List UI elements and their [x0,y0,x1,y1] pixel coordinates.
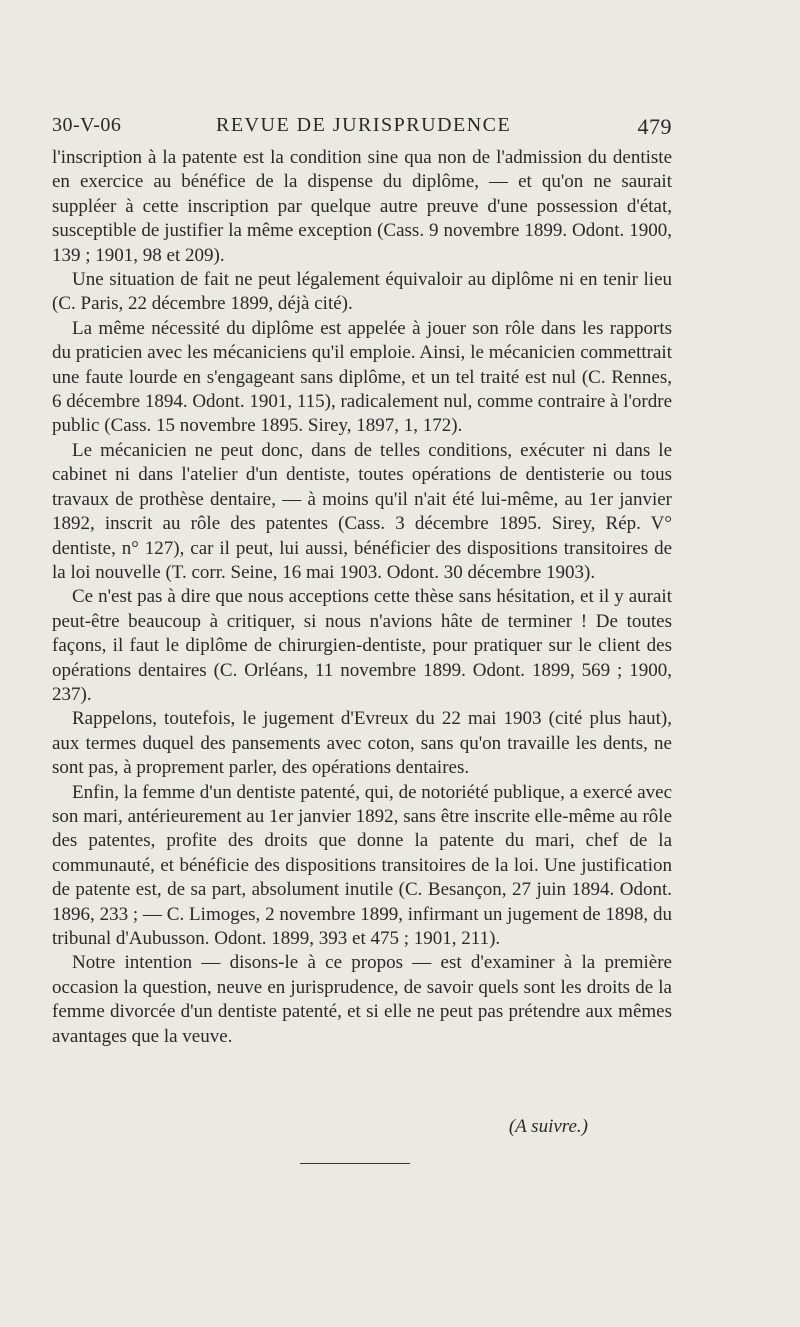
header-title: REVUE DE JURISPRUDENCE [216,114,512,136]
paragraph-3: La même nécessité du diplôme est appelée à jouer son rôle dans les rapports du praticien avec les mécaniciens qu'il emploie. Ainsi, le mécanicien commettrait une faute lourde en s'engageant sans diplôme, et un tel traité est nul (C. Rennes, 6 décembre 1894. Odont. 1901, 115), radicalement nul, comme contraire à l'ordre public (Cass. 15 novembre 1895. Sirey, 1897, 1, 172). [52,317,673,437]
header-date: 30-V-06 [52,114,122,136]
to-be-continued: (A suivre.) [508,1116,588,1137]
running-header [52,114,672,144]
closing-rule [300,1163,410,1164]
paragraph-4: Le mécanicien ne peut donc, dans de telles conditions, exécuter ni dans le cabinet ni dans l'atelier d'un dentiste, toutes opérations de dentisterie ou tous travaux de prothèse dentaire, — à moins qu'il n'ait été lui-même, au 1er janvier 1892, inscrit au rôle des patentes (Cass. 3 décembre 1895. Sirey, Rép. V° dentiste, n° 127), car il peut, lui aussi, bénéficier des dispositions transitoires de la loi nouvelle (T. corr. Seine, 16 mai 1903. Odont. 30 décembre 1903). [52,439,672,583]
paragraph-2: Une situation de fait ne peut légalement équivaloir au diplôme ni en tenir lieu (C. Paris, 22 décembre 1899, déjà cité). [52,269,672,315]
paragraph-8: Notre intention — disons-le à ce propos — est d'examiner à la première occasion la question, neuve en jurisprudence, de savoir quels sont les droits de la femme divorcée d'un dentiste patenté, et si elle ne peut pas prétendre aux mêmes avantages que la veuve. [52,952,672,1047]
paragraph-5: Ce n'est pas à dire que nous acceptions cette thèse sans hésitation, et il y aurait peut-être beaucoup à critiquer, si nous n'avions hâte de terminer ! De toutes façons, il faut le diplôme de chirurgien-dentiste, pour pratiquer sur le client des opérations dentaires (C. Orléans, 11 novembre 1899. Odont. 1899, 569 ; 1900, 237). [52,586,672,705]
page-number: 479 [637,114,672,139]
article-body [52,146,672,1049]
paragraph-1: l'inscription à la patente est la condition sine qua non de l'admission du dentiste en exercice au bénéfice de la dispense du diplôme, — et qu'on ne saurait suppléer à cette inscription par quelque autre preuve d'une possession d'état, susceptible de justifier la même exception (Cass. 9 novembre 1899. Odont. 1900, 139 ; 1901, 98 et 209). [52,147,672,266]
paragraph-7: Enfin, la femme d'un dentiste patenté, qui, de notoriété publique, a exercé avec son mari, antérieurement au 1er janvier 1892, sans être inscrite elle-même au rôle des patentes, profite des droits que donne la patente du mari, chef de la communauté, et bénéficie des dispositions transitoires de la loi. Une justification de patente est, de sa part, absolument inutile (C. Besançon, 27 juin 1894. Odont. 1896, 233 ; — C. Limoges, 2 novembre 1899, infirmant un jugement de 1898, du tribunal d'Aubusson. Odont. 1899, 393 et 475 ; 1901, 211). [52,781,672,949]
paragraph-6: Rappelons, toutefois, le jugement d'Evreux du 22 mai 1903 (cité plus haut), aux termes duquel des pansements avec coton, sans qu'on travaille les dents, ne sont pas, à proprement parler, des opérations dentaires. [52,708,672,779]
